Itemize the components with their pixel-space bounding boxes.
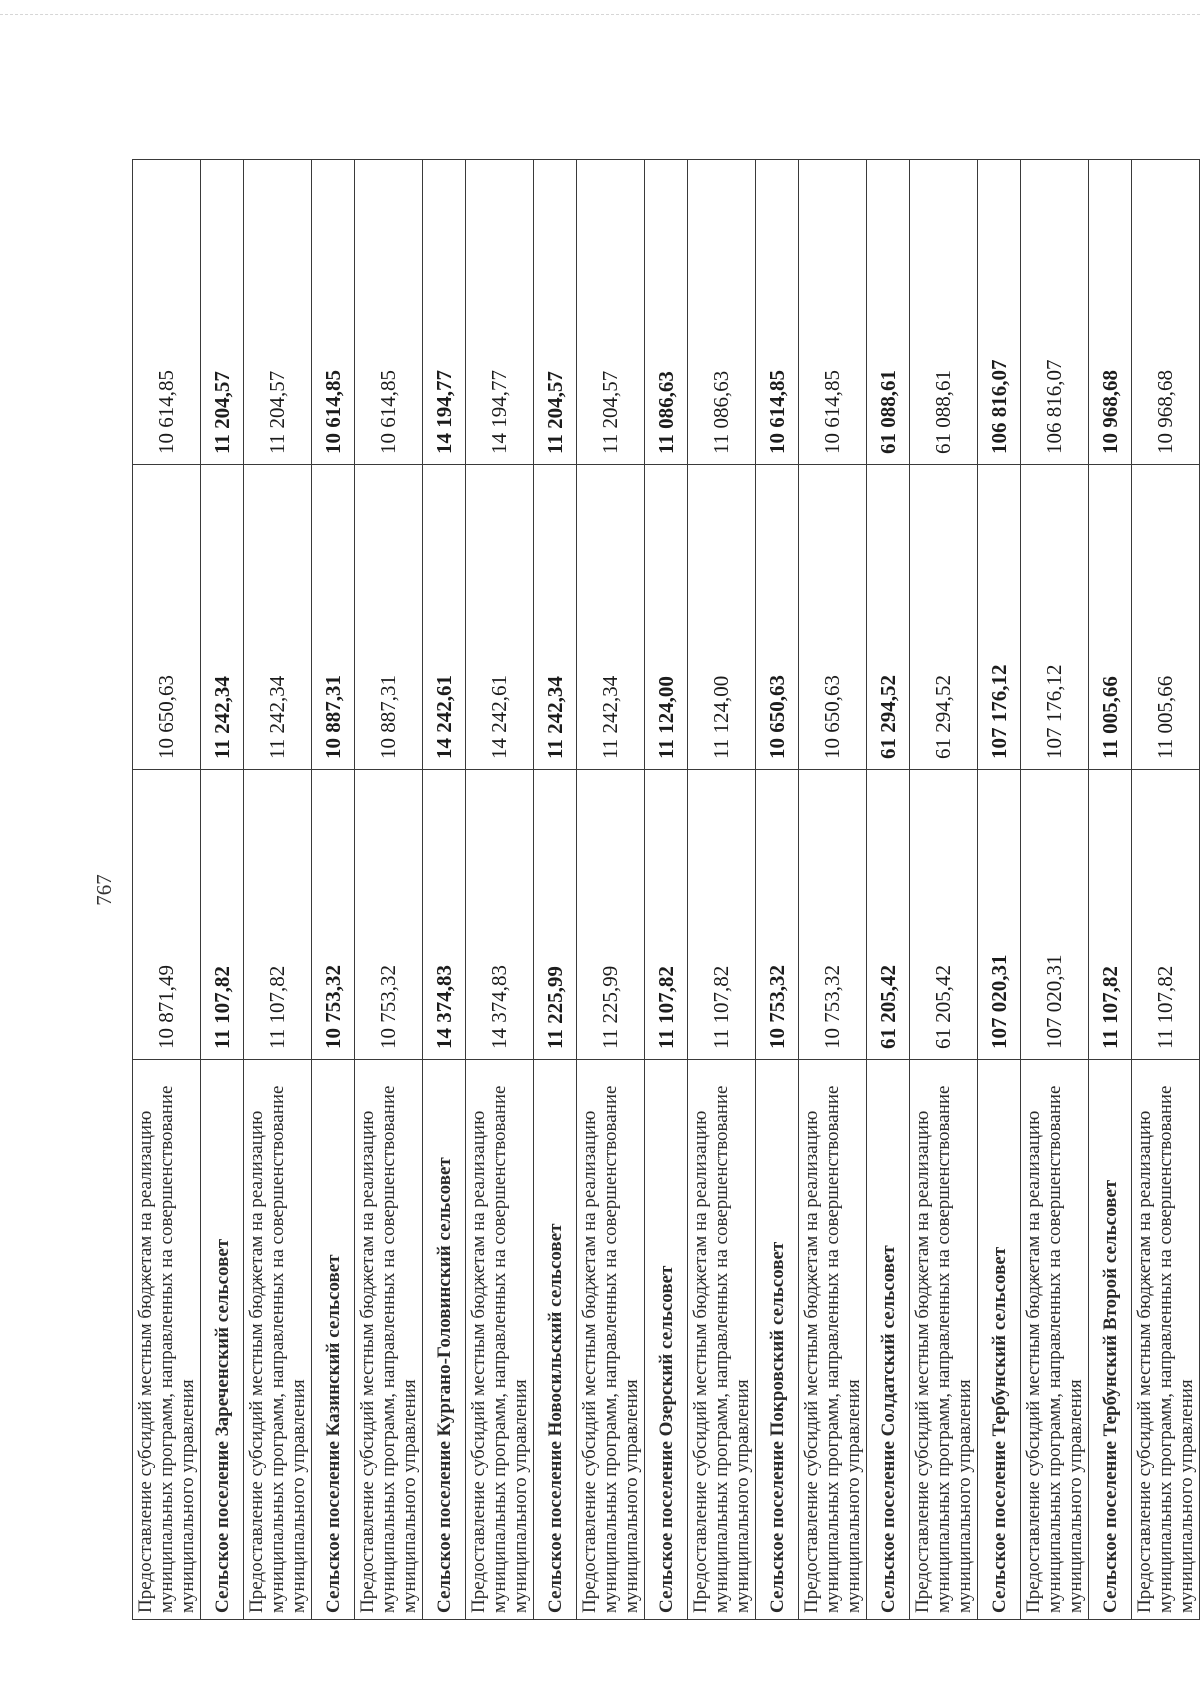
value-col1-cell: 11 107,82 bbox=[244, 770, 312, 1060]
value-col2-cell: 107 176,12 bbox=[978, 465, 1021, 770]
settlement-name-cell: Сельское поселение Новосильский сельсовет bbox=[534, 1060, 577, 1620]
settlement-header-row bbox=[756, 160, 799, 1620]
value-col2-cell: 10 650,63 bbox=[799, 465, 867, 770]
value-col2-cell: 61 294,52 bbox=[867, 465, 910, 770]
settlement-header-row bbox=[534, 160, 577, 1620]
settlement-name-cell: Сельское поселение Зареченский сельсовет bbox=[201, 1060, 244, 1620]
value-col3-cell: 10 614,85 bbox=[799, 160, 867, 465]
settlement-name-cell: Сельское поселение Казинский сельсовет bbox=[312, 1060, 355, 1620]
value-col1-cell: 11 107,82 bbox=[1132, 770, 1200, 1060]
subsidy-description-cell: Предоставление субсидий местным бюджетам на реализацию муниципальных программ, направленных на совершенствование муниципального управления bbox=[1021, 1060, 1089, 1620]
settlement-header-row bbox=[867, 160, 910, 1620]
subsidy-description-cell: Предоставление субсидий местным бюджетам на реализацию муниципальных программ, направленных на совершенствование муниципального управления bbox=[133, 1060, 201, 1620]
value-col3-cell: 11 204,57 bbox=[201, 160, 244, 465]
settlement-header-row bbox=[201, 160, 244, 1620]
value-col3-cell: 10 614,85 bbox=[355, 160, 423, 465]
subsidy-row bbox=[133, 160, 201, 1620]
subsidy-row bbox=[1021, 160, 1089, 1620]
value-col2-cell: 10 887,31 bbox=[312, 465, 355, 770]
value-col1-cell: 61 205,42 bbox=[867, 770, 910, 1060]
value-col1-cell: 61 205,42 bbox=[910, 770, 978, 1060]
value-col3-cell: 10 614,85 bbox=[312, 160, 355, 465]
value-col3-cell: 61 088,61 bbox=[867, 160, 910, 465]
settlement-name-cell: Сельское поселение Озерский сельсовет bbox=[645, 1060, 688, 1620]
value-col2-cell: 11 242,34 bbox=[201, 465, 244, 770]
value-col3-cell: 106 816,07 bbox=[978, 160, 1021, 465]
value-col2-cell: 61 294,52 bbox=[910, 465, 978, 770]
subsidy-row bbox=[799, 160, 867, 1620]
subsidy-row bbox=[244, 160, 312, 1620]
settlement-name-cell: Сельское поселение Тербунский сельсовет bbox=[978, 1060, 1021, 1620]
subsidy-row bbox=[688, 160, 756, 1620]
value-col2-cell: 11 242,34 bbox=[577, 465, 645, 770]
value-col2-cell: 11 005,66 bbox=[1089, 465, 1132, 770]
subsidy-description-cell: Предоставление субсидий местным бюджетам на реализацию муниципальных программ, направленных на совершенствование муниципального управления bbox=[799, 1060, 867, 1620]
page-number: 767 bbox=[92, 874, 116, 906]
subsidy-description-cell: Предоставление субсидий местным бюджетам на реализацию муниципальных программ, направленных на совершенствование муниципального управления bbox=[688, 1060, 756, 1620]
value-col3-cell: 11 204,57 bbox=[577, 160, 645, 465]
subsidy-row bbox=[1132, 160, 1200, 1620]
value-col1-cell: 14 374,83 bbox=[466, 770, 534, 1060]
value-col1-cell: 10 871,49 bbox=[133, 770, 201, 1060]
subsidy-description-cell: Предоставление субсидий местным бюджетам на реализацию муниципальных программ, направленных на совершенствование муниципального управления bbox=[577, 1060, 645, 1620]
value-col2-cell: 14 242,61 bbox=[423, 465, 466, 770]
value-col1-cell: 10 753,32 bbox=[799, 770, 867, 1060]
value-col2-cell: 10 650,63 bbox=[133, 465, 201, 770]
value-col3-cell: 14 194,77 bbox=[466, 160, 534, 465]
settlement-name-cell: Сельское поселение Тербунский Второй сельсовет bbox=[1089, 1060, 1132, 1620]
value-col2-cell: 10 887,31 bbox=[355, 465, 423, 770]
subsidy-description-cell: Предоставление субсидий местным бюджетам на реализацию муниципальных программ, направленных на совершенствование муниципального управления bbox=[910, 1060, 978, 1620]
value-col1-cell: 11 107,82 bbox=[688, 770, 756, 1060]
value-col3-cell: 10 968,68 bbox=[1089, 160, 1132, 465]
settlement-header-row bbox=[645, 160, 688, 1620]
settlement-name-cell: Сельское поселение Покровский сельсовет bbox=[756, 1060, 799, 1620]
value-col3-cell: 10 968,68 bbox=[1132, 160, 1200, 465]
settlement-header-row bbox=[423, 160, 466, 1620]
value-col1-cell: 10 753,32 bbox=[312, 770, 355, 1060]
value-col1-cell: 107 020,31 bbox=[1021, 770, 1089, 1060]
subsidy-row bbox=[577, 160, 645, 1620]
value-col2-cell: 11 124,00 bbox=[688, 465, 756, 770]
subsidy-row bbox=[910, 160, 978, 1620]
value-col1-cell: 14 374,83 bbox=[423, 770, 466, 1060]
value-col2-cell: 10 650,63 bbox=[756, 465, 799, 770]
value-col1-cell: 11 107,82 bbox=[1089, 770, 1132, 1060]
rotated-page-content bbox=[92, 160, 1197, 1620]
value-col1-cell: 10 753,32 bbox=[355, 770, 423, 1060]
subsidy-description-cell: Предоставление субсидий местным бюджетам на реализацию муниципальных программ, направленных на совершенствование муниципального управления bbox=[355, 1060, 423, 1620]
value-col1-cell: 107 020,31 bbox=[978, 770, 1021, 1060]
settlement-name-cell: Сельское поселение Кургано-Головинский сельсовет bbox=[423, 1060, 466, 1620]
value-col3-cell: 11 204,57 bbox=[244, 160, 312, 465]
value-col2-cell: 11 005,66 bbox=[1132, 465, 1200, 770]
settlement-header-row bbox=[312, 160, 355, 1620]
value-col3-cell: 10 614,85 bbox=[133, 160, 201, 465]
value-col1-cell: 11 107,82 bbox=[645, 770, 688, 1060]
value-col2-cell: 107 176,12 bbox=[1021, 465, 1089, 770]
subsidy-description-cell: Предоставление субсидий местным бюджетам на реализацию муниципальных программ, направленных на совершенствование муниципального управления bbox=[1132, 1060, 1200, 1620]
value-col3-cell: 10 614,85 bbox=[756, 160, 799, 465]
value-col1-cell: 11 107,82 bbox=[201, 770, 244, 1060]
budget-table bbox=[132, 159, 1200, 1620]
value-col3-cell: 11 204,57 bbox=[534, 160, 577, 465]
value-col2-cell: 11 242,34 bbox=[534, 465, 577, 770]
value-col2-cell: 14 242,61 bbox=[466, 465, 534, 770]
value-col3-cell: 61 088,61 bbox=[910, 160, 978, 465]
value-col1-cell: 11 225,99 bbox=[577, 770, 645, 1060]
budget-table-body bbox=[133, 160, 1200, 1620]
subsidy-row bbox=[466, 160, 534, 1620]
value-col3-cell: 11 086,63 bbox=[688, 160, 756, 465]
scan-edge-line bbox=[0, 14, 1200, 15]
value-col2-cell: 11 242,34 bbox=[244, 465, 312, 770]
value-col1-cell: 11 225,99 bbox=[534, 770, 577, 1060]
value-col3-cell: 11 086,63 bbox=[645, 160, 688, 465]
subsidy-row bbox=[355, 160, 423, 1620]
value-col2-cell: 11 124,00 bbox=[645, 465, 688, 770]
value-col1-cell: 10 753,32 bbox=[756, 770, 799, 1060]
settlement-header-row bbox=[1089, 160, 1132, 1620]
value-col3-cell: 14 194,77 bbox=[423, 160, 466, 465]
settlement-name-cell: Сельское поселение Солдатский сельсовет bbox=[867, 1060, 910, 1620]
subsidy-description-cell: Предоставление субсидий местным бюджетам на реализацию муниципальных программ, направленных на совершенствование муниципального управления bbox=[244, 1060, 312, 1620]
settlement-header-row bbox=[978, 160, 1021, 1620]
subsidy-description-cell: Предоставление субсидий местным бюджетам на реализацию муниципальных программ, направленных на совершенствование муниципального управления bbox=[466, 1060, 534, 1620]
value-col3-cell: 106 816,07 bbox=[1021, 160, 1089, 465]
